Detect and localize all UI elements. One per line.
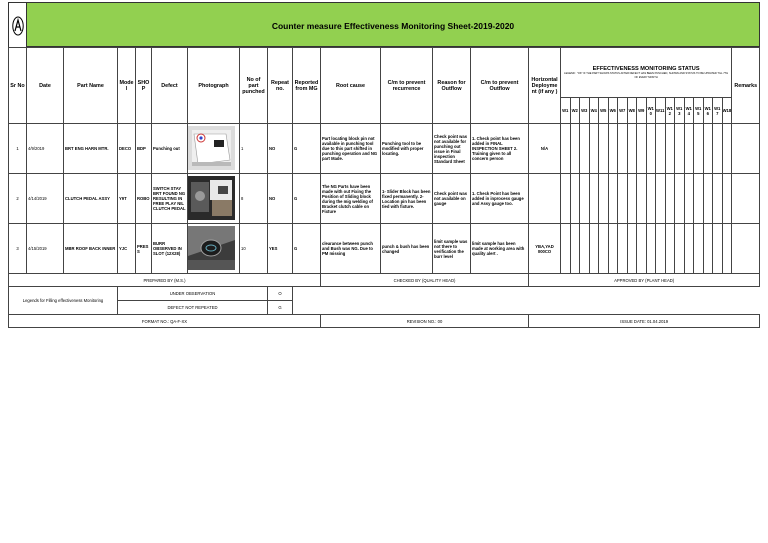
week-header: W16 (703, 98, 713, 124)
header-shop: SHOP (136, 48, 152, 124)
defect-photo (188, 226, 235, 270)
approved-by: APPROVED BY (PLANT HEAD) (529, 274, 760, 287)
header-cm-prevent-recurrence: C/m to prevent recurrence (381, 48, 433, 124)
effectiveness-legend: LEGEND : "OK" IF THE PART SHOWS STATUS AFTER DEFECT HAS BEEN PUNCHED, SHOWN AND STATUS TO BE UPDATED TILL 7TH OF EVERY MONTH (564, 72, 729, 79)
week-cell (665, 174, 675, 224)
week-cell (570, 174, 580, 224)
cell-photograph (188, 124, 240, 174)
week-header: W12 (665, 98, 675, 124)
cell-sr: 1 (9, 124, 27, 174)
legend-item-label: DEFECT NOT REPEATED (118, 301, 268, 315)
week-cell (608, 224, 618, 274)
week-cell (580, 174, 590, 224)
table-row (9, 174, 760, 224)
cell-model: Y9T (118, 174, 136, 224)
cell-part-name: MBR ROOF BACK INNER (64, 224, 118, 274)
week-cell (589, 124, 599, 174)
defect-photo (188, 126, 235, 170)
cell-punched: 1 (240, 124, 268, 174)
effectiveness-status-header (561, 48, 732, 98)
cell-root-cause: Part locating block pin not available in punching tool due to this part shifted in punching operation and NG part Made. (321, 124, 381, 174)
title-bar (8, 2, 760, 47)
checked-by: CHECKED BY (QUALITY HEAD) (321, 274, 529, 287)
week-cell (570, 124, 580, 174)
cell-date: 4/15/2019 (27, 224, 64, 274)
week-header: W5 (599, 98, 609, 124)
cell-photograph (188, 224, 240, 274)
cell-root-cause: clearance between punch and Bush was NG. Due to PM missing (321, 224, 381, 274)
week-header: W17 (713, 98, 723, 124)
monitoring-sheet (8, 2, 760, 326)
issue-date: ISSUE DATE: 01.04.2019 (529, 315, 760, 328)
defect-photo (188, 176, 235, 220)
week-header: W1 (561, 98, 571, 124)
week-cell (713, 174, 723, 224)
monitoring-table (8, 47, 760, 328)
cell-remarks (732, 124, 760, 174)
week-cell (675, 124, 685, 174)
cell-cm-recurrence: Punching tool to be modified with proper locating. (381, 124, 433, 174)
week-cell (646, 224, 656, 274)
cell-shop: BDP (136, 124, 152, 174)
cell-repeat: YES (268, 224, 293, 274)
week-cell (722, 224, 732, 274)
header-part-name: Part Name (64, 48, 118, 124)
cell-reported: G (293, 124, 321, 174)
week-header: W8 (627, 98, 637, 124)
cell-punched: 10 (240, 224, 268, 274)
cell-cm-outflow: 1. Check point has been added in FINAL INSPECTION SHEET 2. Training given to all concern person (471, 124, 529, 174)
week-cell (627, 224, 637, 274)
cell-cm-recurrence: 1- Slider Block has been fixed permanently. 2- Location pin has been tied with fixture. (381, 174, 433, 224)
week-cell (570, 224, 580, 274)
header-reported-from: Reported from MG (293, 48, 321, 124)
prepared-by: PREPARED BY (M.S.) (9, 274, 321, 287)
company-logo (9, 3, 27, 48)
cell-horizontal (529, 174, 561, 224)
week-cell (627, 124, 637, 174)
cell-model: YJC (118, 224, 136, 274)
cell-remarks (732, 224, 760, 274)
week-cell (646, 124, 656, 174)
legend-label: Legends for Filling effectiveness Monitoring (9, 287, 118, 315)
week-cell (675, 224, 685, 274)
header-sr-no: Sr No (9, 48, 27, 124)
cell-root-cause: The NG Parts have been made with out Fixing the Position of Sliding block during the mig welding of Bracket clutch cable on Fixture (321, 174, 381, 224)
cell-repeat: NO (268, 124, 293, 174)
cell-horizontal: N/A (529, 124, 561, 174)
cell-reason-outflow: limit sample was not there to verification the burr level (433, 224, 471, 274)
header-date: Date (27, 48, 64, 124)
cell-cm-outflow: limit sample has been made at working area with quality alert . (471, 224, 529, 274)
cell-shop: ROBO (136, 174, 152, 224)
week-cell (684, 124, 694, 174)
week-cell (561, 124, 571, 174)
cell-defect: SWITCH STAY BRT FOUND NG RESULTING IN FREE PLAY NIL CLUTCH PEDAL (152, 174, 188, 224)
week-cell (608, 174, 618, 224)
week-cell (608, 124, 618, 174)
week-cell (637, 174, 647, 224)
cell-model: DECO (118, 124, 136, 174)
week-header: W4 (589, 98, 599, 124)
cell-horizontal: YBA,YAD 000CO (529, 224, 561, 274)
week-header: W13 (675, 98, 685, 124)
format-no: FORMAT NO.: QA-F-XX (9, 315, 321, 328)
week-header: W3 (580, 98, 590, 124)
header-reason-outflow: Reason for Outflow (433, 48, 471, 124)
header-remarks: Remarks (732, 48, 760, 124)
week-cell (656, 224, 666, 274)
cell-reason-outflow: Check point was not available on gauge (433, 174, 471, 224)
signature-row (9, 274, 760, 287)
cell-sr: 3 (9, 224, 27, 274)
week-cell (675, 174, 685, 224)
week-cell (599, 124, 609, 174)
week-cell (627, 174, 637, 224)
week-cell (713, 224, 723, 274)
week-cell (646, 174, 656, 224)
week-header: W11 (656, 98, 666, 124)
cell-part-name: BRT ENG HARN MTR. (64, 124, 118, 174)
header-photograph: Photograph (188, 48, 240, 124)
cell-reported: G (293, 224, 321, 274)
week-cell (722, 124, 732, 174)
revision-no: REVISION NO.: 00 (321, 315, 529, 328)
cell-part-name: CLUTCH PEDAL ASSY (64, 174, 118, 224)
week-cell (703, 174, 713, 224)
table-row (9, 224, 760, 274)
cell-date: 4/14/2019 (27, 174, 64, 224)
week-cell (694, 124, 704, 174)
cell-sr: 2 (9, 174, 27, 224)
header-defect: Defect (152, 48, 188, 124)
week-cell (599, 174, 609, 224)
week-cell (694, 224, 704, 274)
legend-item-mark: G (268, 301, 293, 315)
week-header: W14 (684, 98, 694, 124)
week-header: W18 (722, 98, 732, 124)
week-header: W7 (618, 98, 628, 124)
cell-cm-recurrence: punch & bush has been changed (381, 224, 433, 274)
week-cell (561, 224, 571, 274)
week-cell (684, 174, 694, 224)
legend-item-label: UNDER OBSERVATION (118, 287, 268, 301)
format-row (9, 315, 760, 328)
cell-photograph (188, 174, 240, 224)
header-no-of-part-punched: No of part punched (240, 48, 268, 124)
week-cell (618, 174, 628, 224)
week-cell (703, 124, 713, 174)
cell-defect: Punching out (152, 124, 188, 174)
cell-repeat: NO (268, 174, 293, 224)
header-root-cause: Root cause (321, 48, 381, 124)
week-cell (684, 224, 694, 274)
header-repeat-no: Repeat no. (268, 48, 293, 124)
week-cell (580, 224, 590, 274)
cell-reported: G (293, 174, 321, 224)
week-cell (703, 224, 713, 274)
week-cell (637, 124, 647, 174)
week-cell (580, 124, 590, 174)
cell-remarks (732, 174, 760, 224)
cell-date: 4/9/2019 (27, 124, 64, 174)
week-cell (665, 124, 675, 174)
sheet-title: Counter measure Effectiveness Monitoring Sheet-2019-2020 (271, 20, 515, 31)
effectiveness-title: EFFECTIVENESS MONITORING STATUS (592, 66, 700, 73)
week-header: W6 (608, 98, 618, 124)
header-model: Model (118, 48, 136, 124)
week-cell (618, 124, 628, 174)
week-cell (656, 124, 666, 174)
week-cell (722, 174, 732, 224)
week-cell (561, 174, 571, 224)
cell-cm-outflow: 1. Check Point has been added in inprocess gauge and Assy gauge too. (471, 174, 529, 224)
legend-item-mark: O (268, 287, 293, 301)
cell-reason-outflow: Check point was not available for punching out issue in Final inspection Standard Sheet (433, 124, 471, 174)
week-cell (618, 224, 628, 274)
cell-shop: PRESS (136, 224, 152, 274)
week-cell (589, 174, 599, 224)
header-cm-prevent-outflow: C/m to prevent Outflow (471, 48, 529, 124)
week-header: W10 (646, 98, 656, 124)
week-cell (665, 224, 675, 274)
legend-row (9, 287, 760, 301)
week-header: W2 (570, 98, 580, 124)
week-cell (656, 174, 666, 224)
week-header: W9 (637, 98, 647, 124)
week-cell (589, 224, 599, 274)
cell-punched: 8 (240, 174, 268, 224)
table-row (9, 124, 760, 174)
week-header: W15 (694, 98, 704, 124)
week-cell (713, 124, 723, 174)
week-cell (599, 224, 609, 274)
week-cell (637, 224, 647, 274)
week-cell (694, 174, 704, 224)
cell-defect: BURR OBSERVED IN SLOT (12X28) (152, 224, 188, 274)
header-horizontal-deployment: Horizontal Deployme nt (if any ) (529, 48, 561, 124)
